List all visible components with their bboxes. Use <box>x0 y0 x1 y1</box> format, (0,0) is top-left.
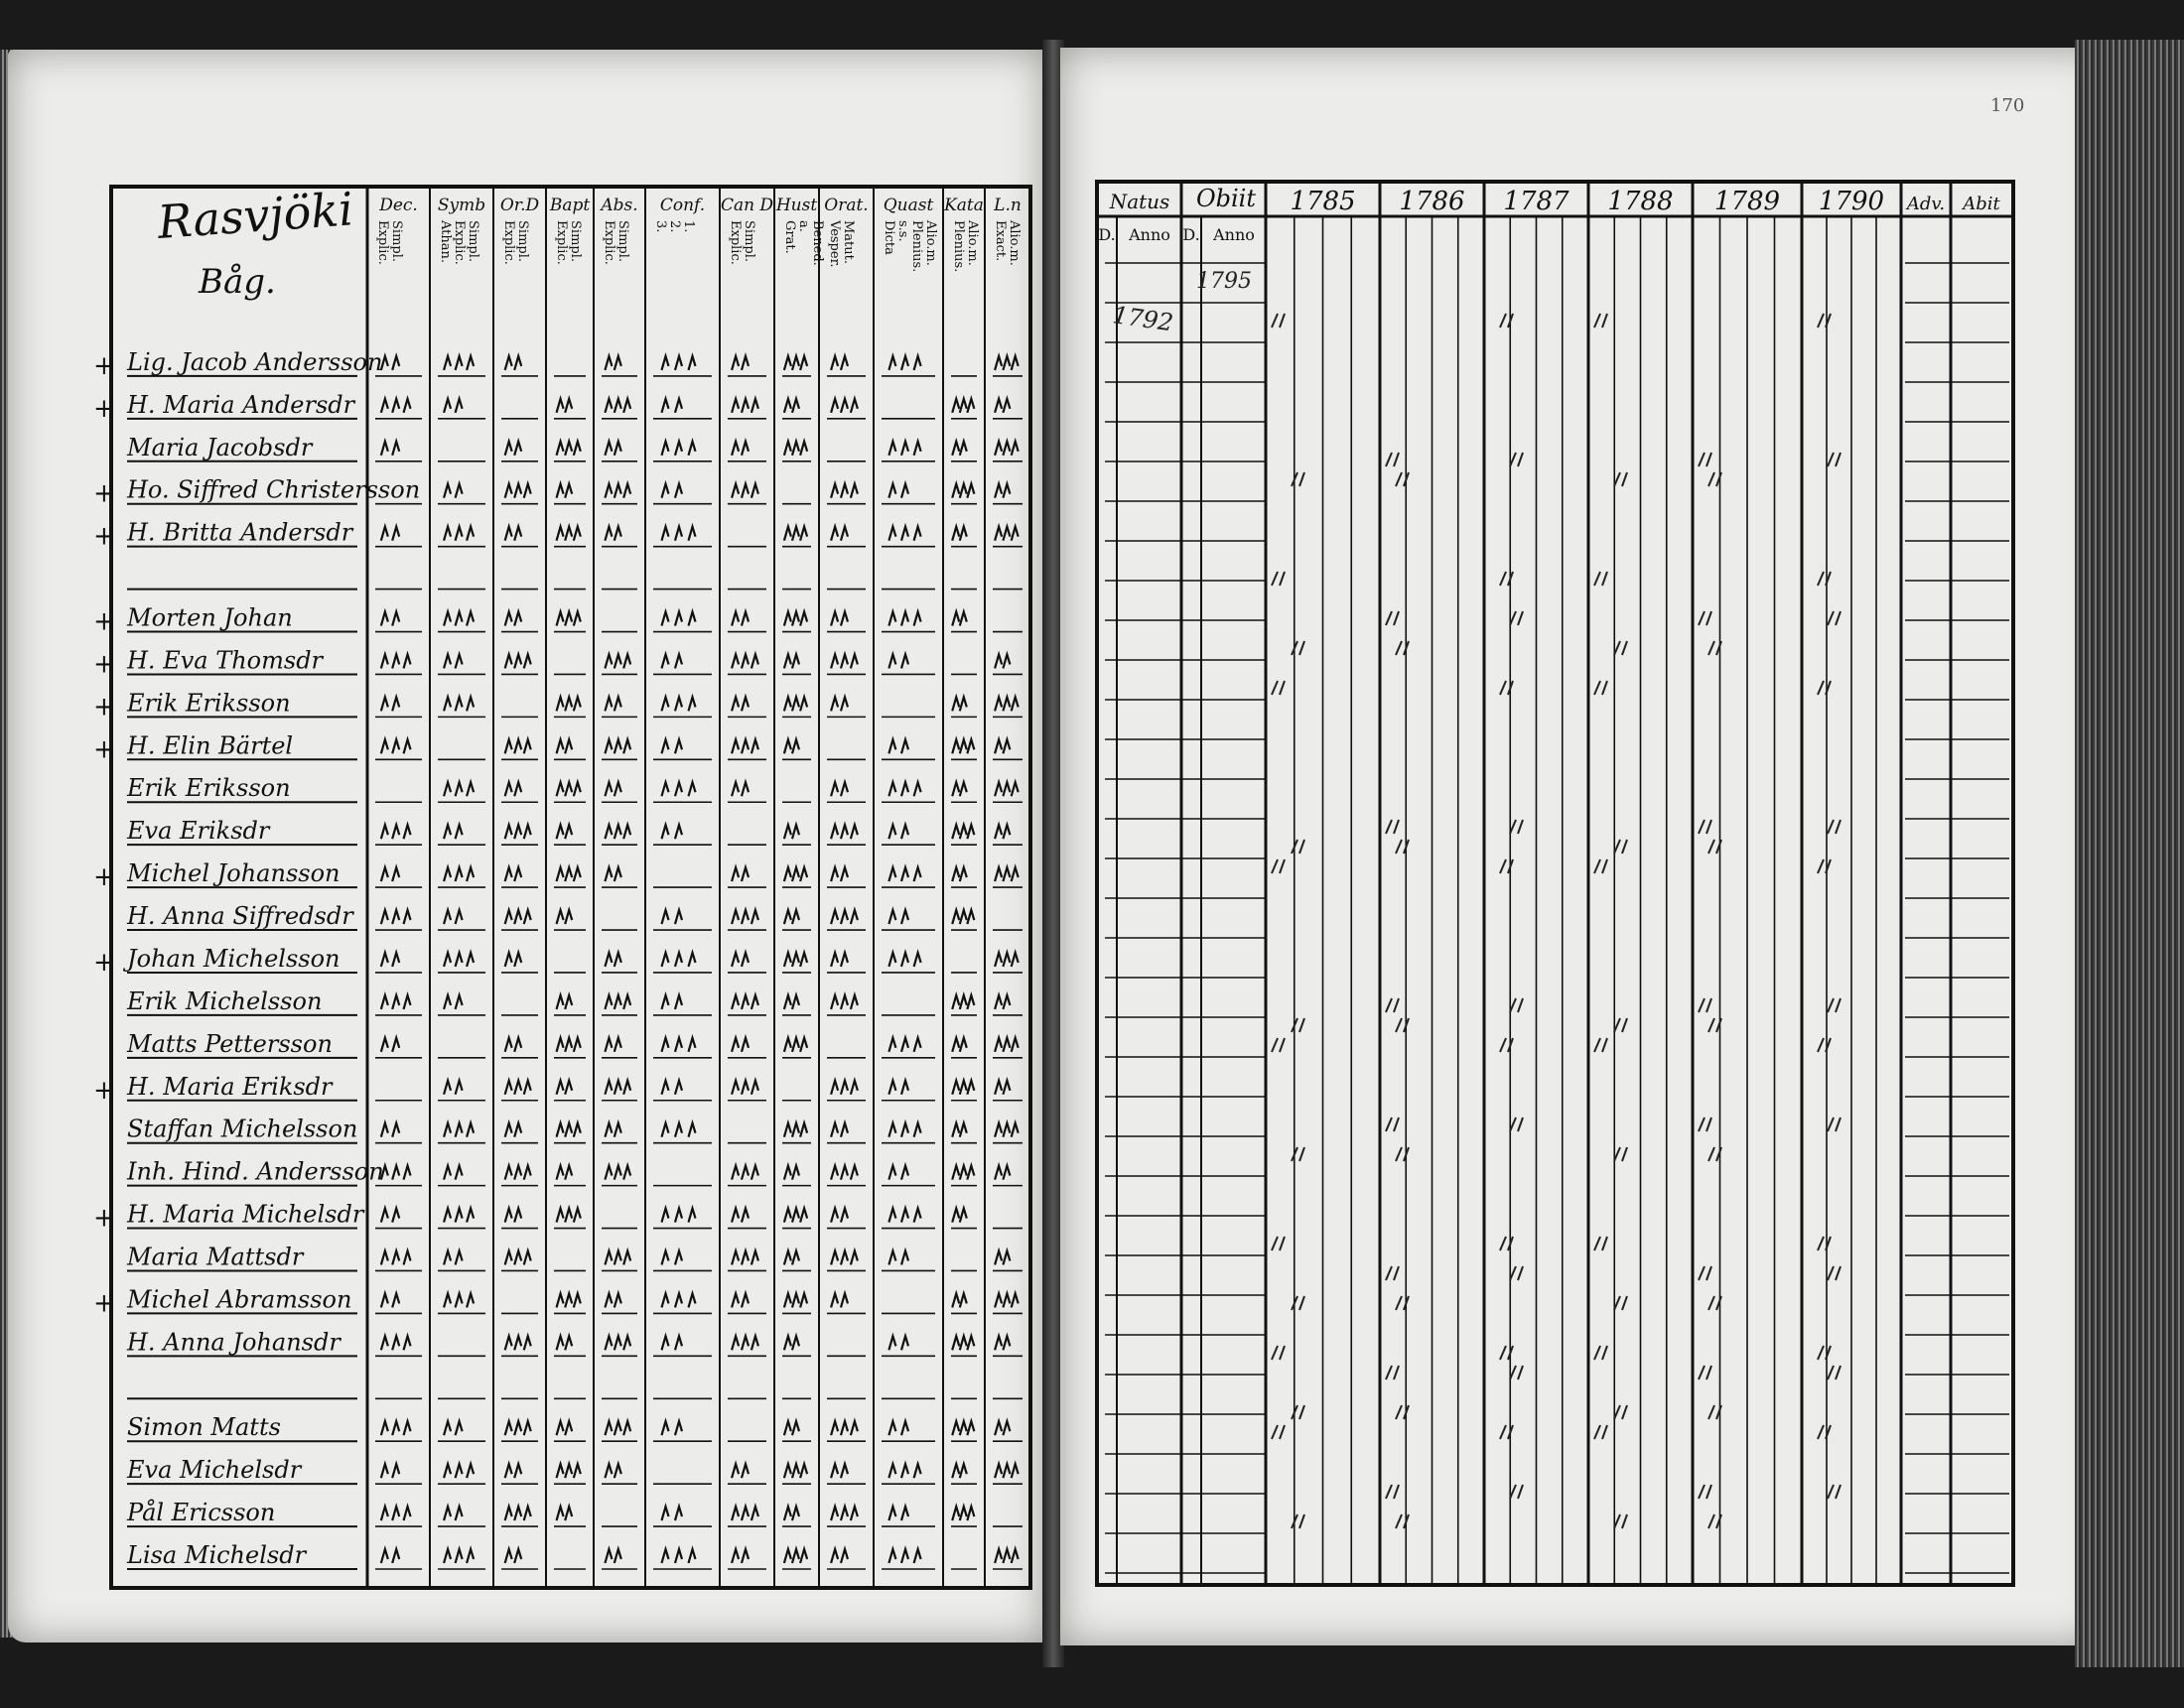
handwritten-digit <box>1510 820 1523 834</box>
handwritten-digit <box>1510 1485 1523 1499</box>
obiit-subheader: Anno <box>1213 225 1255 244</box>
column-subheader: Explic. <box>728 220 743 265</box>
column-header: Dec. <box>379 196 418 215</box>
parishioner-name: Eva Michelsdr <box>127 1456 302 1485</box>
handwritten-digit <box>1818 1425 1831 1439</box>
deceased-mark: + <box>93 393 115 424</box>
year-header: 1789 <box>1713 187 1781 216</box>
handwritten-digit <box>1594 1038 1607 1052</box>
handwritten-digit <box>1594 859 1607 873</box>
parishioner-name: Lig. Jacob Andersson <box>127 347 383 376</box>
obiit-header: Obiit <box>1195 185 1257 212</box>
handwritten-digit <box>1510 1117 1523 1131</box>
handwritten-digit <box>1272 1346 1285 1360</box>
handwritten-digit <box>1386 820 1399 834</box>
handwritten-digit <box>1818 1237 1831 1250</box>
handwritten-digit <box>1272 1038 1285 1052</box>
handwritten-digit <box>1699 1485 1711 1499</box>
handwritten-digit <box>1828 998 1841 1012</box>
handwritten-digit <box>1594 572 1607 586</box>
parishioner-name: Michel Johansson <box>127 859 341 888</box>
handwritten-digit <box>1386 1366 1399 1380</box>
parishioner-name: H. Maria Andersdr <box>127 390 355 419</box>
column-subheader: Simpl. <box>615 220 630 263</box>
column-subheader: Vesper. <box>827 220 842 268</box>
column-subheader: Explic. <box>375 220 390 265</box>
column-subheader: Plenius. <box>951 220 966 273</box>
column-header: Kata <box>944 196 984 215</box>
parishioner-name: Maria Jacobsdr <box>127 433 313 461</box>
deceased-mark: + <box>93 606 115 637</box>
handwritten-digit <box>1614 1018 1627 1032</box>
handwritten-digit <box>1510 611 1523 625</box>
handwritten-digit <box>1594 1237 1607 1250</box>
column-header: Quast <box>883 196 934 215</box>
parishioner-name: Morten Johan <box>127 603 293 632</box>
deceased-mark: + <box>93 734 115 765</box>
handwritten-digit <box>1828 1366 1841 1380</box>
handwritten-digit <box>1594 1346 1607 1360</box>
handwritten-digit <box>1699 998 1711 1012</box>
year-header: 1788 <box>1607 187 1674 216</box>
handwritten-digit <box>1594 1425 1607 1439</box>
handwritten-digit <box>1510 453 1523 466</box>
handwritten-digit <box>1818 1346 1831 1360</box>
handwritten-digit <box>1386 1117 1399 1131</box>
handwritten-digit <box>1396 1514 1409 1528</box>
column-subheader: Alio.m. <box>965 220 980 266</box>
column-subheader: 2. <box>667 220 682 233</box>
handwritten-digit <box>1828 611 1841 625</box>
handwritten-digit <box>1699 1117 1711 1131</box>
deceased-mark: + <box>93 1203 115 1234</box>
handwritten-digit <box>1510 1366 1523 1380</box>
parishioner-name: Pål Ericsson <box>127 1499 276 1527</box>
handwritten-digit <box>1614 641 1627 655</box>
parishioner-name: Erik Michelsson <box>127 986 323 1015</box>
deceased-mark: + <box>93 1075 115 1106</box>
column-subheader: Bened. <box>810 220 825 266</box>
column-subheader: Simpl. <box>466 220 480 263</box>
handwritten-digit <box>1500 572 1513 586</box>
handwritten-digit <box>1828 453 1841 466</box>
handwritten-digit <box>1818 314 1831 328</box>
column-subheader: Simpl. <box>568 220 583 263</box>
handwritten-digit <box>1828 1266 1841 1280</box>
column-subheader: Exact. <box>993 220 1008 262</box>
column-header: Conf. <box>659 196 706 215</box>
natus-year-note: 1792 <box>1111 301 1175 337</box>
column-header: Symb <box>437 196 486 215</box>
column-subheader: 1. <box>681 220 696 233</box>
handwritten-digit <box>1386 611 1399 625</box>
handwritten-digit <box>1500 859 1513 873</box>
handwritten-digit <box>1614 840 1627 854</box>
parishioner-name: H. Maria Eriksdr <box>127 1072 333 1101</box>
handwritten-digit <box>1386 1485 1399 1499</box>
column-subheader: 3. <box>653 220 668 233</box>
deceased-mark: + <box>93 350 115 381</box>
advenit-header: Adv. <box>1906 194 1946 214</box>
column-subheader: a. <box>796 220 811 232</box>
parishioner-name: Erik Eriksson <box>127 774 291 803</box>
parishioner-name: H. Anna Johansdr <box>127 1328 341 1357</box>
column-subheader: Explic. <box>452 220 467 265</box>
handwritten-digit <box>1500 1038 1513 1052</box>
year-header: 1786 <box>1399 187 1465 216</box>
handwritten-digit <box>1818 681 1831 695</box>
deceased-mark: + <box>93 478 115 509</box>
handwritten-digit <box>1396 1296 1409 1310</box>
column-subheader: Explic. <box>554 220 569 265</box>
handwritten-digit <box>1272 859 1285 873</box>
handwritten-digit <box>1272 1237 1285 1250</box>
column-header: Orat. <box>824 196 869 215</box>
deceased-mark: + <box>93 1288 115 1319</box>
column-subheader: Alio.m. <box>923 220 938 266</box>
abiit-header: Abit <box>1963 194 2000 214</box>
handwritten-digit <box>1396 1405 1409 1419</box>
column-header: Bapt <box>549 196 591 215</box>
handwritten-digit <box>1272 314 1285 328</box>
year-header: 1787 <box>1503 187 1570 216</box>
deceased-mark: + <box>93 649 115 680</box>
handwritten-digit <box>1500 681 1513 695</box>
village-suffix: Båg. <box>199 262 276 302</box>
parishioner-name: Maria Mattsdr <box>127 1243 304 1271</box>
column-header: Or.D <box>499 196 540 215</box>
parishioner-name: Johan Michelsson <box>127 944 341 973</box>
parishioner-name: H. Eva Thomsdr <box>127 646 324 675</box>
handwritten-digit <box>1396 472 1409 486</box>
parishioner-name: H. Maria Michelsdr <box>127 1200 364 1229</box>
column-subheader: Athan. <box>438 220 453 264</box>
column-subheader: Grat. <box>782 220 797 254</box>
column-subheader: Simpl. <box>515 220 530 263</box>
handwritten-digit <box>1614 1514 1627 1528</box>
handwritten-digit <box>1594 314 1607 328</box>
obiit-year-note: 1795 <box>1196 269 1252 294</box>
obiit-subheader: D. <box>1182 225 1200 244</box>
deceased-mark: + <box>93 692 115 723</box>
natus-subheader: Anno <box>1129 225 1170 244</box>
parishioner-name: Lisa Michelsdr <box>127 1541 307 1569</box>
handwritten-digit <box>1699 820 1711 834</box>
handwritten-digit <box>1594 681 1607 695</box>
handwritten-digit <box>1614 1296 1627 1310</box>
handwritten-digit <box>1396 641 1409 655</box>
handwritten-digit <box>1500 1237 1513 1250</box>
handwritten-digit <box>1500 314 1513 328</box>
handwritten-digit <box>1396 1018 1409 1032</box>
column-subheader: s.s. <box>895 220 910 242</box>
handwritten-digit <box>1396 1147 1409 1161</box>
column-subheader: Matut. <box>841 220 856 265</box>
handwritten-digit <box>1614 1405 1627 1419</box>
handwritten-digit <box>1386 1266 1399 1280</box>
parishioner-name: H. Elin Bärtel <box>127 731 294 760</box>
handwritten-digit <box>1396 840 1409 854</box>
deceased-mark: + <box>93 862 115 893</box>
parishioner-name: Eva Eriksdr <box>127 817 270 846</box>
handwritten-digit <box>1272 681 1285 695</box>
column-subheader: Simpl. <box>742 220 756 263</box>
handwritten-digit <box>1272 1425 1285 1439</box>
parishioner-name: Erik Eriksson <box>127 689 291 718</box>
handwritten-digit <box>1614 472 1627 486</box>
village-name: Rasvjöki <box>156 182 355 249</box>
handwritten-digit <box>1828 820 1841 834</box>
parishioner-name: Simon Matts <box>127 1413 281 1442</box>
column-header: Abs. <box>601 196 638 215</box>
handwritten-digit <box>1699 453 1711 466</box>
handwritten-digit <box>1699 1266 1711 1280</box>
handwritten-digit <box>1510 1266 1523 1280</box>
deceased-mark: + <box>93 947 115 978</box>
handwritten-digit <box>1818 1038 1831 1052</box>
page-number: 170 <box>1990 95 2025 116</box>
parishioner-name: Staffan Michelsson <box>127 1115 358 1143</box>
year-header: 1785 <box>1290 187 1356 216</box>
handwritten-digit <box>1386 998 1399 1012</box>
column-header: L.n <box>994 196 1022 215</box>
handwritten-digit <box>1828 1117 1841 1131</box>
handwritten-digit <box>1500 1346 1513 1360</box>
column-subheader: Explic. <box>602 220 616 265</box>
column-subheader: Simpl. <box>389 220 404 263</box>
handwritten-digit <box>1614 1147 1627 1161</box>
parishioner-name: Inh. Hind. Andersson <box>127 1157 384 1186</box>
natus-subheader: D. <box>1098 225 1116 244</box>
parishioner-name: Matts Pettersson <box>127 1029 333 1058</box>
handwritten-digit <box>1818 572 1831 586</box>
deceased-mark: + <box>93 521 115 552</box>
column-header: Hust <box>775 196 818 215</box>
handwritten-digit <box>1699 1366 1711 1380</box>
natus-header: Natus <box>1109 190 1170 213</box>
column-subheader: Alio.m. <box>1007 220 1022 266</box>
handwritten-digit <box>1818 859 1831 873</box>
handwritten-digit <box>1828 1485 1841 1499</box>
column-subheader: Plenius. <box>909 220 924 273</box>
parishioner-name: H. Britta Andersdr <box>127 518 353 547</box>
column-header: Can D <box>720 196 774 215</box>
parishioner-name: Michel Abramsson <box>127 1285 352 1314</box>
handwritten-digit <box>1510 998 1523 1012</box>
handwritten-digit <box>1386 453 1399 466</box>
handwritten-digit <box>1272 572 1285 586</box>
parishioner-name: H. Anna Siffredsdr <box>127 902 353 931</box>
handwritten-digit <box>1699 611 1711 625</box>
column-subheader: Dicta <box>882 220 896 255</box>
year-header: 1790 <box>1818 187 1885 216</box>
handwritten-digit <box>1500 1425 1513 1439</box>
column-subheader: Explic. <box>501 220 516 265</box>
parishioner-name: Ho. Siffred Christersson <box>127 475 421 504</box>
